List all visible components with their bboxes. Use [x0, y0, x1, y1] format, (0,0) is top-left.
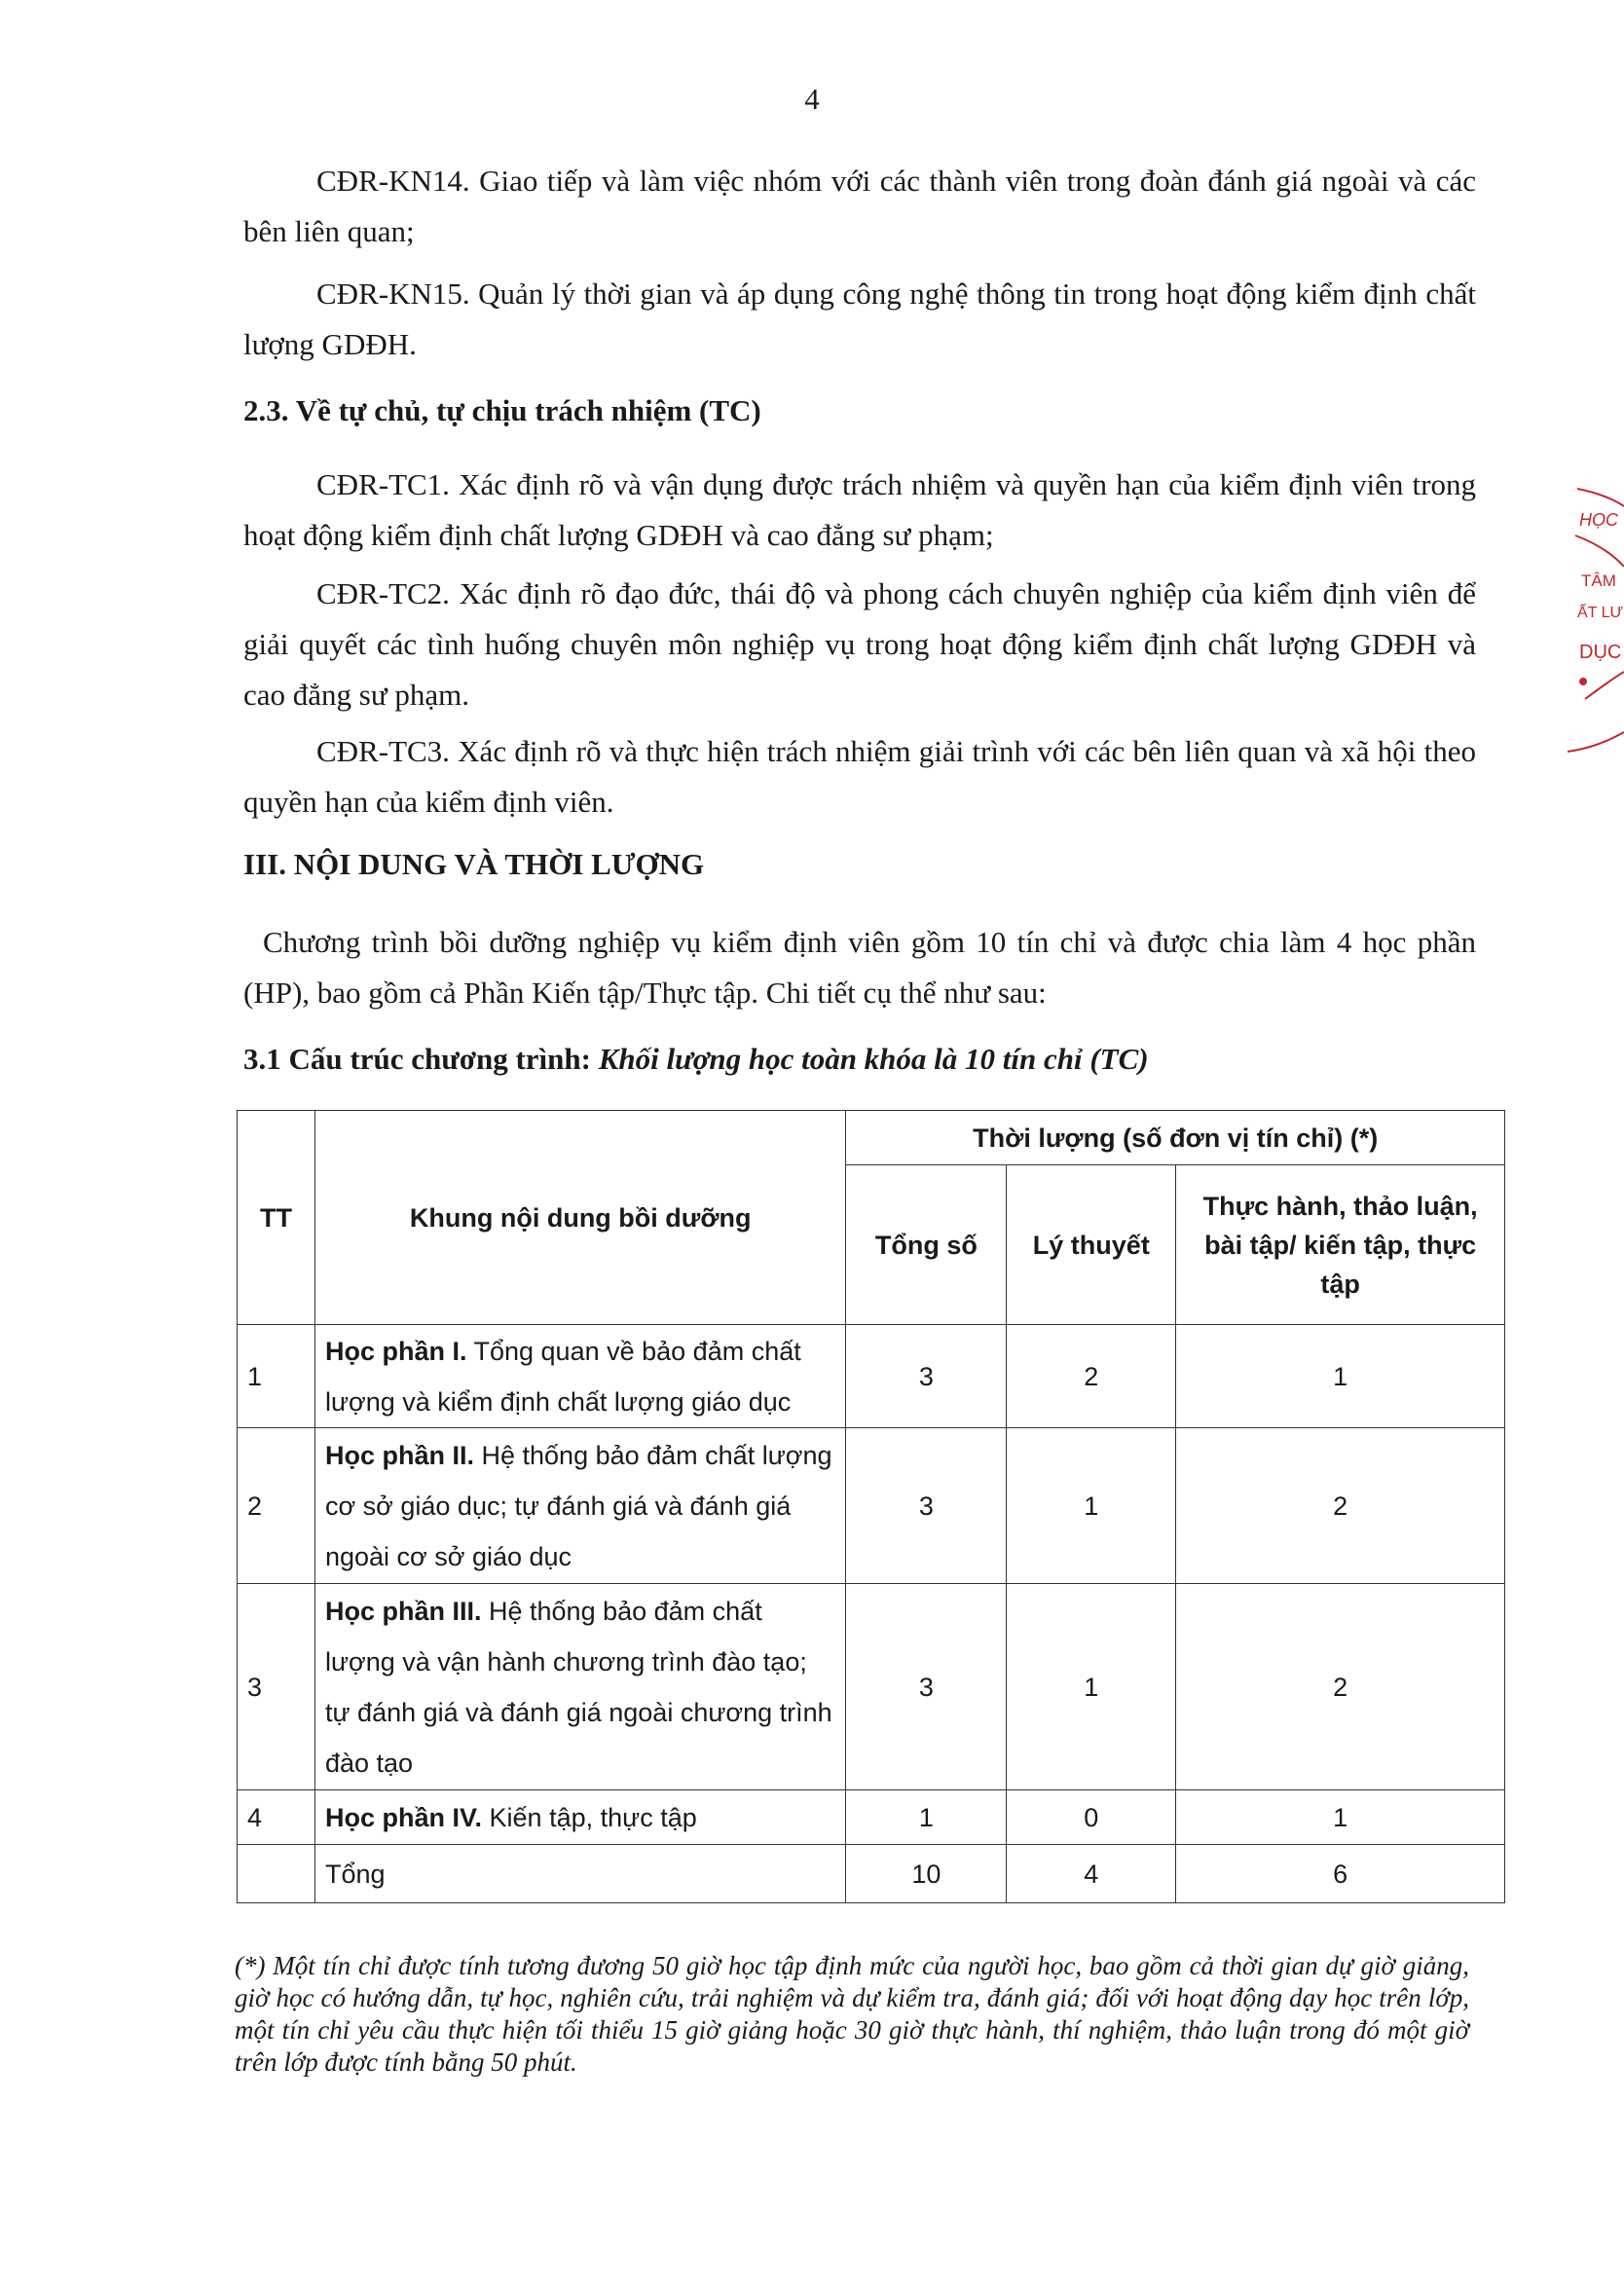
row-theory: 1	[1007, 1584, 1176, 1790]
row-practice: 1	[1176, 1790, 1505, 1845]
module-desc: Tổng quan về bảo đảm chất lượng và kiểm định chất lượng giáo dục	[324, 1336, 801, 1417]
header-tt: TT	[238, 1111, 315, 1325]
table-row	[238, 1428, 1505, 1584]
row-theory: 2	[1007, 1325, 1176, 1428]
total-row-theory: 4	[1007, 1845, 1176, 1903]
table-row	[238, 1584, 1505, 1790]
paragraph-kn14: CĐR-KN14. Giao tiếp và làm việc nhóm với các thành viên trong đoàn đánh giá ngoài và các bên liên quan;	[243, 164, 1476, 248]
total-row-practice: 6	[1176, 1845, 1505, 1903]
header-total: Tổng số	[846, 1165, 1007, 1325]
row-theory: 0	[1007, 1790, 1176, 1845]
header-duration-group: Thời lượng (số đơn vị tín chỉ) (*)	[846, 1111, 1505, 1165]
module-title: Học phần II.	[324, 1440, 474, 1470]
row-tt: 3	[238, 1584, 315, 1790]
row-total: 3	[846, 1584, 1007, 1790]
total-row-tt	[238, 1845, 315, 1903]
row-practice: 2	[1176, 1428, 1505, 1584]
row-practice: 2	[1176, 1584, 1505, 1790]
module-desc: Hệ thống bảo đảm chất lượng và vận hành chương trình đào tạo; tự đánh giá và đánh giá ngoài chương trình đào tạo	[324, 1596, 832, 1778]
footnote: (*) Một tín chỉ được tính tương đương 50 giờ học tập định mức của người học, bao gồm cả thời gian dự giờ giảng, giờ học có hướng dẫn, tự học, nghiên cứu, trải nghiệm và dự kiểm tra, đánh giá; đối với hoạt động dạy học trên lớp, một tín chỉ yêu cầu thực hiện tối thiểu 15 giờ giảng hoặc 30 giờ thực hành, thí nghiệm, thảo luận trong đó một giờ trên lớp được tính bằng 50 phút.	[235, 1951, 1469, 2077]
row-total: 3	[846, 1428, 1007, 1584]
program-structure-table	[237, 1110, 1505, 1903]
table-row	[238, 1325, 1505, 1428]
module-desc: Kiến tập, thực tập	[489, 1802, 697, 1832]
paragraph-kn15: CĐR-KN15. Quản lý thời gian và áp dụng công nghệ thông tin trong hoạt động kiểm định chất lượng GDĐH.	[243, 276, 1476, 361]
stamp-graphic	[1568, 477, 1624, 769]
total-row-label: Tổng	[314, 1845, 845, 1903]
page-number: 4	[804, 82, 820, 116]
section-heading-2-3: 2.3. Về tự chủ, tự chịu trách nhiệm (TC)	[243, 393, 761, 427]
module-desc: Hệ thống bảo đảm chất lượng cơ sở giáo dục; tự đánh giá và đánh giá ngoài cơ sở giáo dục	[324, 1440, 832, 1571]
header-content: Khung nội dung bồi dưỡng	[314, 1111, 845, 1325]
paragraph-intro: Chương trình bồi dưỡng nghiệp vụ kiểm định viên gồm 10 tín chỉ và được chia làm 4 học phần (HP), bao gồm cả Phần Kiến tập/Thực tập. Chi tiết cụ thể như sau:	[243, 925, 1476, 1010]
paragraph-tc3: CĐR-TC3. Xác định rõ và thực hiện trách nhiệm giải trình với các bên liên quan và xã hội theo quyền hạn của kiểm định viên.	[243, 734, 1476, 819]
row-content	[314, 1325, 845, 1428]
section-heading-3: III. NỘI DUNG VÀ THỜI LƯỢNG	[243, 847, 705, 881]
program-structure-table-wrapper	[237, 1110, 1505, 1903]
row-content	[314, 1584, 845, 1790]
total-row-total: 10	[846, 1845, 1007, 1903]
row-content	[314, 1790, 845, 1845]
row-total: 3	[846, 1325, 1007, 1428]
header-practice: Thực hành, thảo luận, bài tập/ kiến tập, thực tập	[1176, 1165, 1505, 1325]
module-title: Học phần IV.	[324, 1802, 483, 1832]
subheading-3-1-italic: Khối lượng học toàn khóa là 10 tín chỉ (TC)	[598, 1042, 1149, 1076]
row-tt: 4	[238, 1790, 315, 1845]
stamp-text-2: TÂM	[1581, 571, 1616, 590]
table-total-row	[238, 1845, 1505, 1903]
module-title: Học phần III.	[324, 1596, 482, 1626]
stamp-text-1: HỌC	[1579, 510, 1618, 530]
stamp-text-4: DỤC	[1579, 642, 1622, 663]
row-content	[314, 1428, 845, 1584]
table-header-row-1	[238, 1111, 1505, 1165]
row-total: 1	[846, 1790, 1007, 1845]
red-stamp-fragment	[1568, 477, 1624, 769]
subheading-3-1	[243, 1042, 1149, 1077]
row-tt: 1	[238, 1325, 315, 1428]
module-title: Học phần I.	[324, 1336, 467, 1366]
paragraph-tc1: CĐR-TC1. Xác định rõ và vận dụng được trách nhiệm và quyền hạn của kiểm định viên trong hoạt động kiểm định chất lượng GDĐH và cao đẳng sư phạm;	[243, 467, 1476, 552]
row-practice: 1	[1176, 1325, 1505, 1428]
row-tt: 2	[238, 1428, 315, 1584]
header-theory: Lý thuyết	[1007, 1165, 1176, 1325]
stamp-text-3: ẤT LƯ	[1577, 605, 1624, 621]
row-theory: 1	[1007, 1428, 1176, 1584]
subheading-3-1-bold: 3.1 Cấu trúc chương trình:	[243, 1042, 591, 1076]
paragraph-tc2: CĐR-TC2. Xác định rõ đạo đức, thái độ và phong cách chuyên nghiệp của kiểm định viên để giải quyết các tình huống chuyên môn nghiệp vụ trong hoạt động kiểm định chất lượng GDĐH và cao đẳng sư phạm.	[243, 576, 1476, 712]
table-row	[238, 1790, 1505, 1845]
